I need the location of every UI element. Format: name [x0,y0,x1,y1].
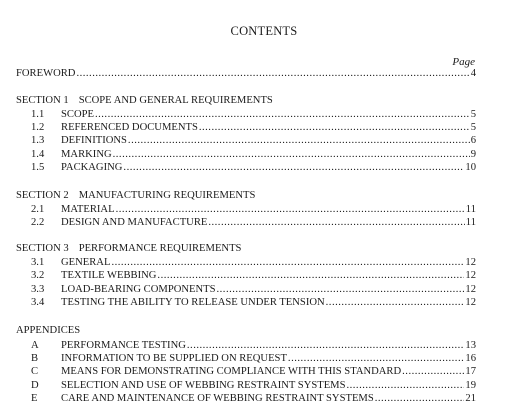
toc-entry[interactable] [16,217,476,230]
dot-leader [95,109,470,120]
toc-entry-page: 6 [470,135,476,146]
toc-entry-number: C [31,366,39,377]
toc-entry-label: TEXTILE WEBBING [61,270,157,281]
dot-leader [346,380,464,391]
toc-entry-label: SCOPE [61,109,94,120]
toc-entry-number: E [31,393,38,404]
toc-entry-number: 3.1 [31,257,45,268]
dot-leader [128,135,470,146]
toc-entry-appendix[interactable] [16,353,476,366]
toc-entry-number: B [31,353,39,364]
toc-entry-label: PERFORMANCE TESTING [61,340,186,351]
toc-entry-page: 12 [465,257,476,268]
toc-entry-label: TESTING THE ABILITY TO RELEASE UNDER TENSION [61,297,325,308]
dot-leader [402,366,464,377]
dot-leader [76,68,469,79]
section-heading-1 [16,95,273,108]
dot-leader [157,270,464,281]
toc-entry-appendix[interactable] [16,366,476,379]
toc-entry-number: A [31,340,39,351]
toc-entry-label: LOAD-BEARING COMPONENTS [61,284,216,295]
dot-leader [326,297,465,308]
dot-leader [288,353,464,364]
toc-entry-number: 1.2 [31,122,45,133]
toc-entry-label: MATERIAL [61,204,115,215]
section-number: SECTION 2 [16,190,69,201]
toc-entry-label: DEFINITIONS [61,135,127,146]
page-column-header: Page [452,56,475,68]
section-title: SCOPE AND GENERAL REQUIREMENTS [78,95,273,106]
dot-leader [217,284,465,295]
dot-leader [111,257,464,268]
toc-entry-label: FOREWORD [16,68,76,79]
toc-entry-label: CARE AND MAINTENANCE OF WEBBING RESTRAINT SYSTEMS [61,393,374,404]
toc-entry[interactable] [16,257,476,270]
toc-entry-page: 21 [465,393,476,404]
toc-entry-page: 12 [465,297,476,308]
toc-entry-page: 9 [470,149,476,160]
toc-entry-label: DESIGN AND MANUFACTURE [61,217,208,228]
toc-entry-page: 5 [470,109,476,120]
page-title: CONTENTS [230,24,298,38]
toc-entry-appendix[interactable] [16,380,476,393]
toc-entry[interactable] [16,270,476,283]
appendices-heading: APPENDICES [16,325,81,336]
toc-entry-number: 1.1 [31,109,45,120]
toc-entry-number: 1.3 [31,135,45,146]
toc-entry-number: 3.4 [31,297,45,308]
toc-entry-page: 11 [465,217,476,228]
toc-entry-page: 4 [470,68,476,79]
toc-entry-number: D [31,380,39,391]
toc-entry-page: 12 [465,270,476,281]
toc-entry-number: 1.5 [31,162,45,173]
section-title: PERFORMANCE REQUIREMENTS [78,243,242,254]
toc-entry-number: 3.2 [31,270,45,281]
toc-entry-number: 1.4 [31,149,45,160]
toc-entry[interactable] [16,297,476,310]
toc-entry-label: SELECTION AND USE OF WEBBING RESTRAINT SYSTEMS [61,380,346,391]
dot-leader [123,162,464,173]
toc-entry-label: INFORMATION TO BE SUPPLIED ON REQUEST [61,353,287,364]
toc-entry-label: REFERENCED DOCUMENTS [61,122,198,133]
toc-entry-page: 13 [465,340,476,351]
toc-entry-foreword[interactable] [16,68,476,81]
toc-entry-label: PACKAGING [61,162,123,173]
dot-leader [113,149,470,160]
toc-entry-page: 19 [465,380,476,391]
dot-leader [208,217,464,228]
section-number: SECTION 1 [16,95,69,106]
toc-entry-label: MEANS FOR DEMONSTRATING COMPLIANCE WITH THIS STANDARD [61,366,402,377]
toc-entry[interactable] [16,149,476,162]
toc-entry-appendix[interactable] [16,340,476,353]
toc-entry[interactable] [16,162,476,175]
section-heading-2 [16,190,255,203]
toc-entry-page: 10 [465,162,476,173]
toc-entry-appendix[interactable] [16,393,476,406]
toc-entry[interactable] [16,135,476,148]
section-title: MANUFACTURING REQUIREMENTS [78,190,256,201]
toc-entry[interactable] [16,122,476,135]
toc-entry-page: 11 [465,204,476,215]
toc-entry[interactable] [16,204,476,217]
dot-leader [116,204,465,215]
section-heading-3 [16,243,241,256]
toc-entry[interactable] [16,109,476,122]
dot-leader [199,122,470,133]
section-number: SECTION 3 [16,243,69,254]
toc-entry[interactable] [16,284,476,297]
toc-entry-page: 16 [465,353,476,364]
toc-entry-label: MARKING [61,149,112,160]
toc-entry-page: 5 [470,122,476,133]
dot-leader [187,340,465,351]
toc-entry-page: 17 [465,366,476,377]
dot-leader [375,393,465,404]
toc-entry-number: 2.1 [31,204,45,215]
toc-entry-number: 3.3 [31,284,45,295]
toc-entry-label: GENERAL [61,257,111,268]
toc-entry-number: 2.2 [31,217,45,228]
toc-entry-page: 12 [465,284,476,295]
